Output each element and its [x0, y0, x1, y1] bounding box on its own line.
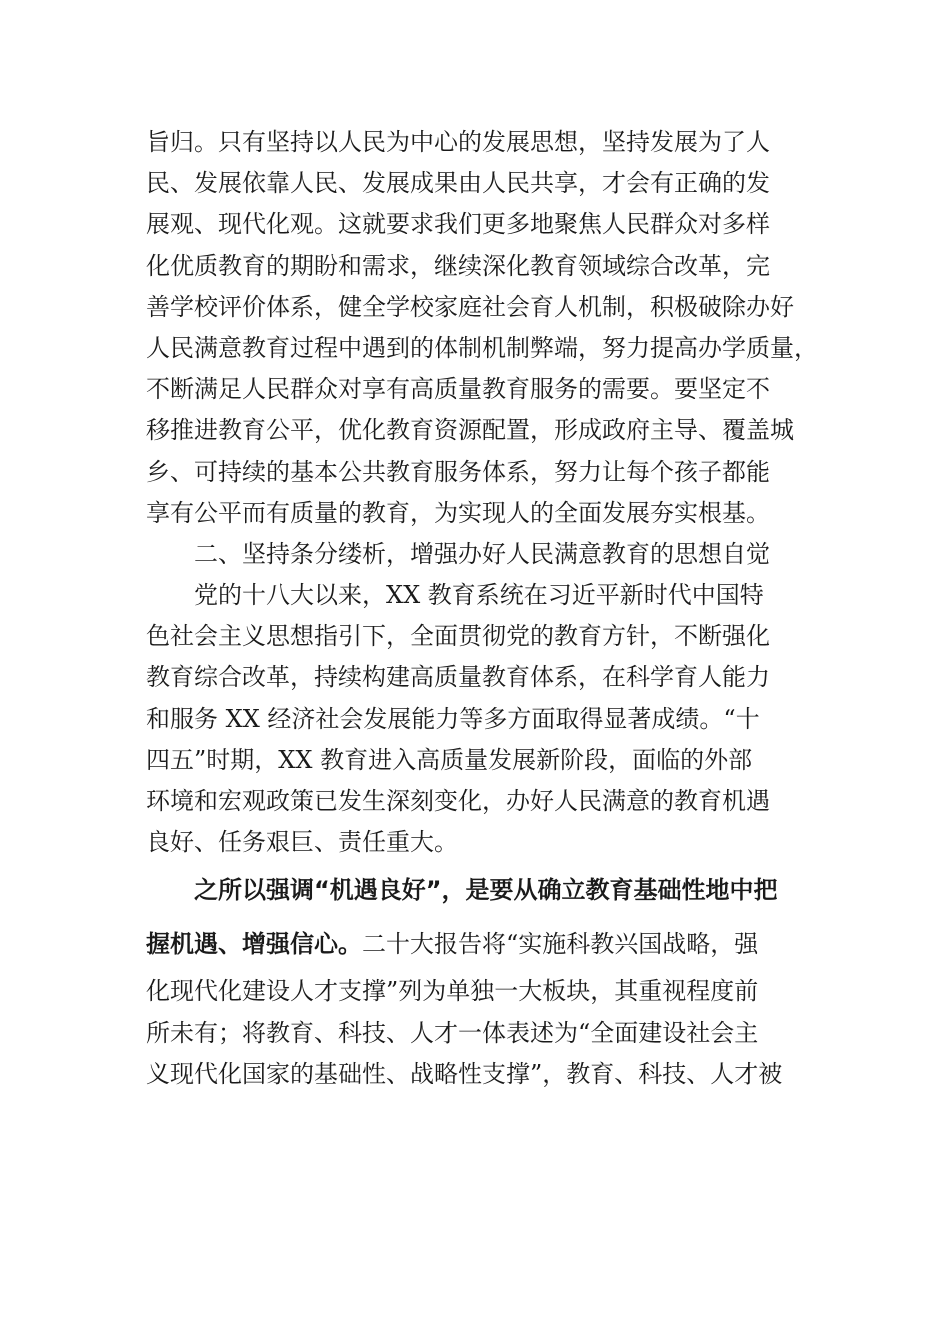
paragraph-line: 化优质教育的期盼和需求，继续深化教育领域综合改革，完	[146, 251, 770, 280]
paragraph-line-mixed	[146, 917, 816, 971]
paragraph-line: 良好、任务艰巨、责任重大。	[146, 828, 458, 857]
bold-lead-text: 握机遇、增强信心。	[146, 930, 362, 959]
paragraph-line: 善学校评价体系，健全学校家庭社会育人机制，积极破除办好	[146, 292, 794, 321]
paragraph-line: 色社会主义思想指引下，全面贯彻党的教育方针，不断强化	[146, 622, 770, 651]
paragraph-text: 二十大报告将“实施科教兴国战略，强	[362, 930, 759, 959]
paragraph-line: 所未有；将教育、科技、人才一体表述为“全面建设社会主	[146, 1018, 759, 1047]
section-heading: 二、坚持条分缕析，增强办好人民满意教育的思想自觉	[194, 539, 770, 568]
paragraph-line: 旨归。只有坚持以人民为中心的发展思想，坚持发展为了人	[146, 128, 770, 156]
paragraph-line: 教育综合改革，持续构建高质量教育体系，在科学育人能力	[146, 663, 770, 692]
paragraph-line: 化现代化建设人才支撑”列为单独一大板块，其重视程度前	[146, 977, 759, 1006]
paragraph-line: 乡、可持续的基本公共教育服务体系，努力让每个孩子都能	[146, 457, 770, 486]
paragraph-line: 义现代化国家的基础性、战略性支撑”，教育、科技、人才被	[146, 1059, 783, 1088]
paragraph-line: 民、发展依靠人民、发展成果由人民共享，才会有正确的发	[146, 169, 770, 198]
paragraph-line: 享有公平而有质量的教育，为实现人的全面发展夯实根基。	[146, 498, 770, 527]
paragraph-line: 和服务 XX 经济社会发展能力等多方面取得显著成绩。“十	[146, 704, 760, 733]
paragraph-line: 不断满足人民群众对享有高质量教育服务的需要。要坚定不	[146, 375, 770, 404]
document-body	[146, 122, 816, 1095]
paragraph-line: 环境和宏观政策已发生深刻变化，办好人民满意的教育机遇	[146, 787, 770, 815]
bold-lead-line: 之所以强调“机遇良好”，是要从确立教育基础性地中把	[194, 876, 778, 905]
paragraph-line: 人民满意教育过程中遇到的体制机制弊端，努力提高办学质量，	[146, 333, 818, 362]
paragraph-line: 移推进教育公平，优化教育资源配置，形成政府主导、覆盖城	[146, 416, 794, 445]
paragraph-line: 四五”时期，XX 教育进入高质量发展新阶段，面临的外部	[146, 745, 753, 774]
paragraph-line: 党的十八大以来，XX 教育系统在习近平新时代中国特	[194, 581, 764, 610]
paragraph-line: 展观、现代化观。这就要求我们更多地聚焦人民群众对多样	[146, 210, 770, 239]
